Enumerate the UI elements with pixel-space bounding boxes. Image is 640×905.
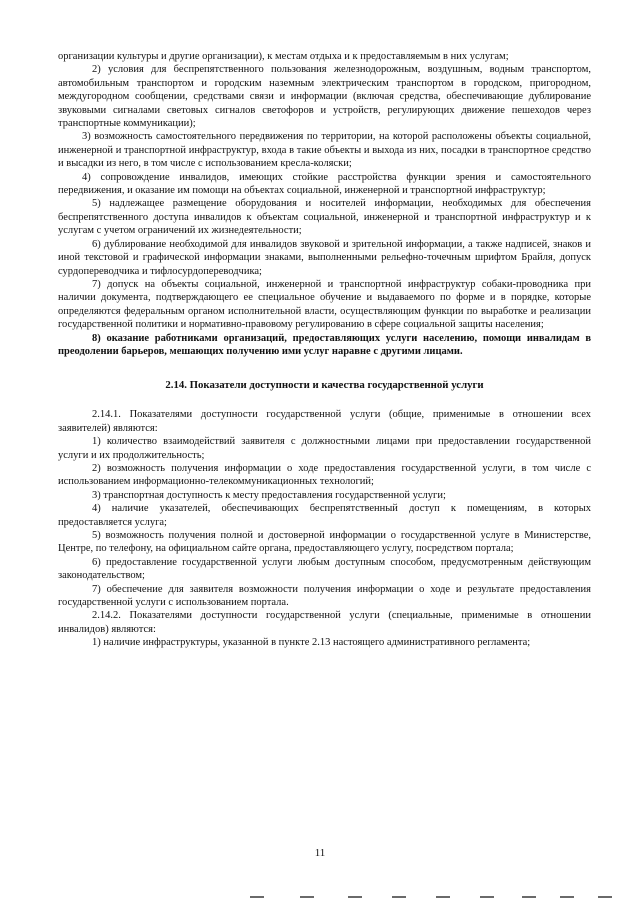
accessibility-indicators-list bbox=[58, 408, 591, 649]
paragraph: 2.14.1. Показателями доступности государственной услуги (общие, применимые в отношении всех заявителей) являются: bbox=[58, 409, 591, 434]
paragraph: 2) условия для беспрепятственного пользования железнодорожным, воздушным, водным транспортом, автомобильным транспортом и городским наземным электрическим транспортом в городском, пригородном, междугородном сообщении, средствами связи и информации (включая средства, обеспечивающие дублирование звуковыми сигналами световых сигналов светофоров и устройств, регулирующих движение пешеходов через транспортные коммуникации); bbox=[58, 64, 591, 130]
paragraph: 3) транспортная доступность к месту предоставления государственной услуги; bbox=[92, 489, 446, 501]
paragraph: 7) обеспечение для заявителя возможности получения информации о ходе и результате предоставления государственной услуги с использованием портала. bbox=[58, 583, 591, 609]
scan-edge-marks bbox=[0, 896, 640, 900]
paragraph: 3) возможность самостоятельного передвижения по территории, на которой расположены объекты социальной, инженерной и транспортной инфраструктур, входа в такие объекты и выхода из них, посадки в транспортное средство и высадки из него, в том числе с использованием кресла-коляски; bbox=[58, 131, 591, 170]
paragraph: 1) наличие инфраструктуры, указанной в пункте 2.13 настоящего административного регламента; bbox=[92, 637, 531, 649]
paragraph: 2.14.2. Показателями доступности государственной услуги (специальные, применимые в отношении инвалидов) являются: bbox=[58, 610, 591, 635]
paragraph: 4) наличие указателей, обеспечивающих беспрепятственный доступ к помещениям, в которых предоставляется услуга; bbox=[58, 503, 591, 528]
page-number: 11 bbox=[314, 847, 326, 859]
scan-dash bbox=[250, 896, 264, 898]
paragraph: 5) надлежащее размещение оборудования и носителей информации, необходимых для обеспечения беспрепятственного доступа инвалидов к объектам социальной, инженерной и транспортной инфраструктур и к услугам с учетом ограничений их жизнедеятельности; bbox=[58, 198, 591, 237]
scan-dash bbox=[522, 896, 536, 898]
document-body bbox=[58, 50, 591, 650]
paragraph: 4) сопровождение инвалидов, имеющих стойкие расстройства функции зрения и самостоятельного передвижения, и оказание им помощи на объектах социальной, инженерной и транспортной инфраструктур; bbox=[58, 171, 591, 197]
scan-dash bbox=[392, 896, 406, 898]
accessibility-conditions-list bbox=[58, 50, 591, 358]
paragraph: 7) допуск на объекты социальной, инженерной и транспортной инфраструктур собаки-проводника при наличии документа, подтверждающего ее специальное обучение и выдаваемого по форме и в порядке, которые определяются федеральным органом исполнительной власти, осуществляющим функции по выработке и реализации государственной политики и нормативно-правовому регулированию в сфере социальной защиты населения; bbox=[58, 278, 591, 331]
scan-dash bbox=[300, 896, 314, 898]
paragraph: организации культуры и другие организации), к местам отдыха и к предоставляемым в них услугам; bbox=[58, 51, 509, 62]
paragraph: 6) предоставление государственной услуги любым доступным способом, предусмотренным действующим законодательством; bbox=[58, 556, 591, 582]
scan-dash bbox=[436, 896, 450, 898]
paragraph: 1) количество взаимодействий заявителя с должностными лицами при предоставлении государственной услуги и их продолжительность; bbox=[58, 436, 591, 461]
scan-dash bbox=[480, 896, 494, 898]
scan-dash bbox=[598, 896, 612, 898]
paragraph: 6) дублирование необходимой для инвалидов звуковой и зрительной информации, а также надписей, знаков и иной текстовой и графической информации знаками, выполненными рельефно-точечным шрифтом Брайля, допуск сурдопереводчика и тифлосурдопереводчика; bbox=[58, 238, 591, 277]
paragraph: 2) возможность получения информации о ходе предоставления государственной услуги, в том числе с использованием информационно-телекоммуникационных технологий; bbox=[58, 462, 591, 488]
scan-dash bbox=[560, 896, 574, 898]
paragraph: 5) возможность получения полной и достоверной информации о государственной услуге в Министерстве, Центре, по телефону, на официальном сайте органа, предоставляющего услугу, посредством портала; bbox=[58, 530, 591, 555]
section-heading: 2.14. Показатели доступности и качества государственной услуги bbox=[165, 379, 484, 392]
paragraph: 8) оказание работниками организаций, предоставляющих услуги населению, помощи инвалидам в преодолении барьеров, мешающих получению ими услуг наравне с другими лицами. bbox=[58, 332, 591, 357]
scan-dash bbox=[348, 896, 362, 898]
